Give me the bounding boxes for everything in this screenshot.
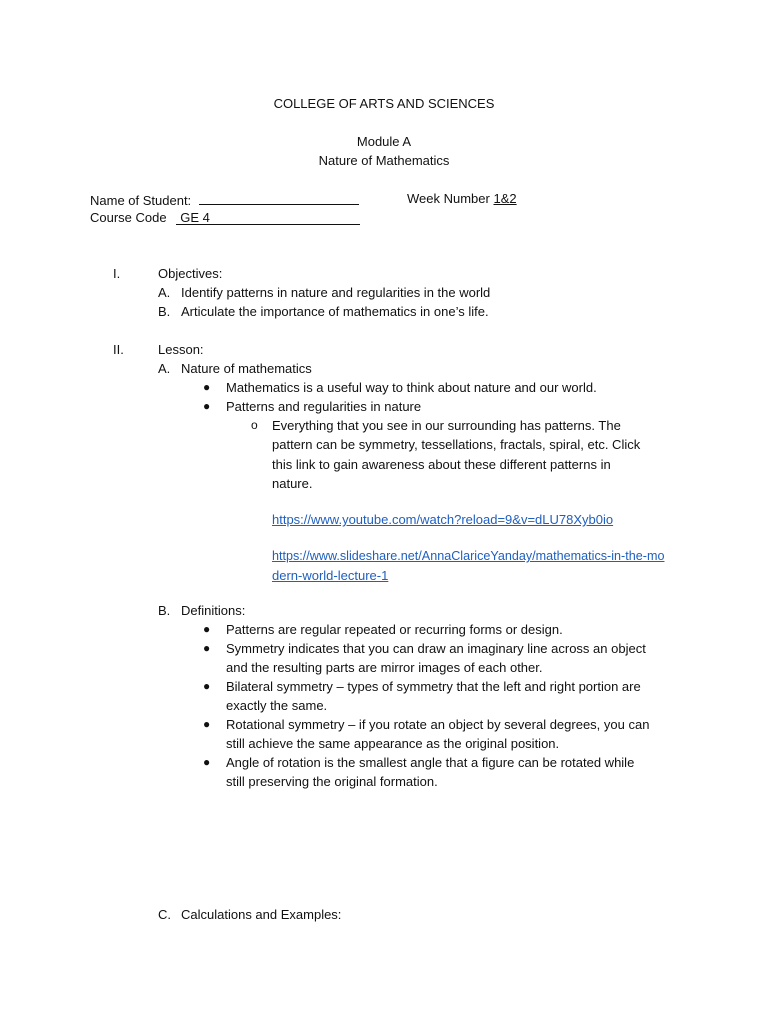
lesson-b-letter: B. bbox=[158, 603, 171, 618]
section-2-title: Lesson: bbox=[158, 342, 204, 357]
bullet-icon: ● bbox=[203, 641, 211, 655]
patterns-line-4: nature. bbox=[272, 476, 313, 491]
youtube-link[interactable]: https://www.youtube.com/watch?reload=9&v=dLU78Xyb0io bbox=[272, 512, 614, 527]
week-number-row bbox=[407, 189, 517, 208]
slideshare-link-line-1[interactable]: https://www.slideshare.net/AnnaClariceYanday/mathematics-in-the-mo bbox=[272, 549, 665, 563]
course-code-label: Course Code bbox=[90, 210, 167, 225]
section-1-title: Objectives: bbox=[158, 266, 223, 281]
definition-rotational-line-1: Rotational symmetry – if you rotate an object by several degrees, you can bbox=[226, 717, 650, 732]
bullet-icon: ● bbox=[203, 380, 211, 394]
student-name-row bbox=[90, 189, 359, 210]
definition-angle-line-2: still preserving the original formation. bbox=[226, 774, 438, 789]
circle-bullet-icon: o bbox=[251, 418, 258, 432]
patterns-line-1: Everything that you see in our surrounding has patterns. The bbox=[272, 418, 621, 433]
definition-bilateral-line-1: Bilateral symmetry – types of symmetry that the left and right portion are bbox=[226, 679, 641, 694]
lesson-bullet-1: Mathematics is a useful way to think about nature and our world. bbox=[226, 380, 597, 395]
lesson-c-title: Calculations and Examples: bbox=[181, 907, 342, 922]
objective-a-text: Identify patterns in nature and regularities in the world bbox=[181, 285, 491, 300]
course-code-row bbox=[90, 208, 360, 227]
section-2-numeral: II. bbox=[113, 342, 124, 357]
bullet-icon: ● bbox=[203, 679, 211, 693]
section-1-numeral: I. bbox=[113, 266, 121, 281]
objective-b-text: Articulate the importance of mathematics in one’s life. bbox=[181, 304, 489, 319]
week-number-value: 1&2 bbox=[493, 191, 517, 206]
lesson-a-title: Nature of mathematics bbox=[181, 361, 312, 376]
student-name-label: Name of Student: bbox=[90, 193, 192, 208]
bullet-icon: ● bbox=[203, 399, 211, 413]
student-name-blank bbox=[199, 189, 359, 205]
lesson-bullet-2: Patterns and regularities in nature bbox=[226, 399, 422, 414]
lesson-b-title: Definitions: bbox=[181, 603, 246, 618]
college-title: COLLEGE OF ARTS AND SCIENCES bbox=[273, 96, 495, 111]
lesson-a-letter: A. bbox=[158, 361, 171, 376]
definition-symmetry-line-1: Symmetry indicates that you can draw an imaginary line across an object bbox=[226, 641, 646, 656]
objective-a-letter: A. bbox=[158, 285, 171, 300]
definition-rotational-line-2: still achieve the same appearance as the original position. bbox=[226, 736, 560, 751]
lesson-c-letter: C. bbox=[158, 907, 171, 922]
module-title: Module A bbox=[356, 134, 412, 149]
definition-patterns: Patterns are regular repeated or recurring forms or design. bbox=[226, 622, 563, 637]
patterns-line-3: this link to gain awareness about these different patterns in bbox=[272, 457, 611, 472]
bullet-icon: ● bbox=[203, 755, 211, 769]
definition-bilateral-line-2: exactly the same. bbox=[226, 698, 328, 713]
course-code-value: GE 4 bbox=[176, 208, 360, 225]
week-number-label: Week Number bbox=[407, 191, 490, 206]
bullet-icon: ● bbox=[203, 622, 211, 636]
bullet-icon: ● bbox=[203, 717, 211, 731]
slideshare-link-line-2[interactable]: dern-world-lecture-1 bbox=[272, 568, 389, 583]
definition-angle-line-1: Angle of rotation is the smallest angle that a figure can be rotated while bbox=[226, 755, 635, 770]
patterns-line-2: pattern can be symmetry, tessellations, fractals, spiral, etc. Click bbox=[272, 437, 641, 452]
objective-b-letter: B. bbox=[158, 304, 171, 319]
module-subtitle: Nature of Mathematics bbox=[318, 153, 450, 168]
definition-symmetry-line-2: and the resulting parts are mirror images of each other. bbox=[226, 660, 543, 675]
